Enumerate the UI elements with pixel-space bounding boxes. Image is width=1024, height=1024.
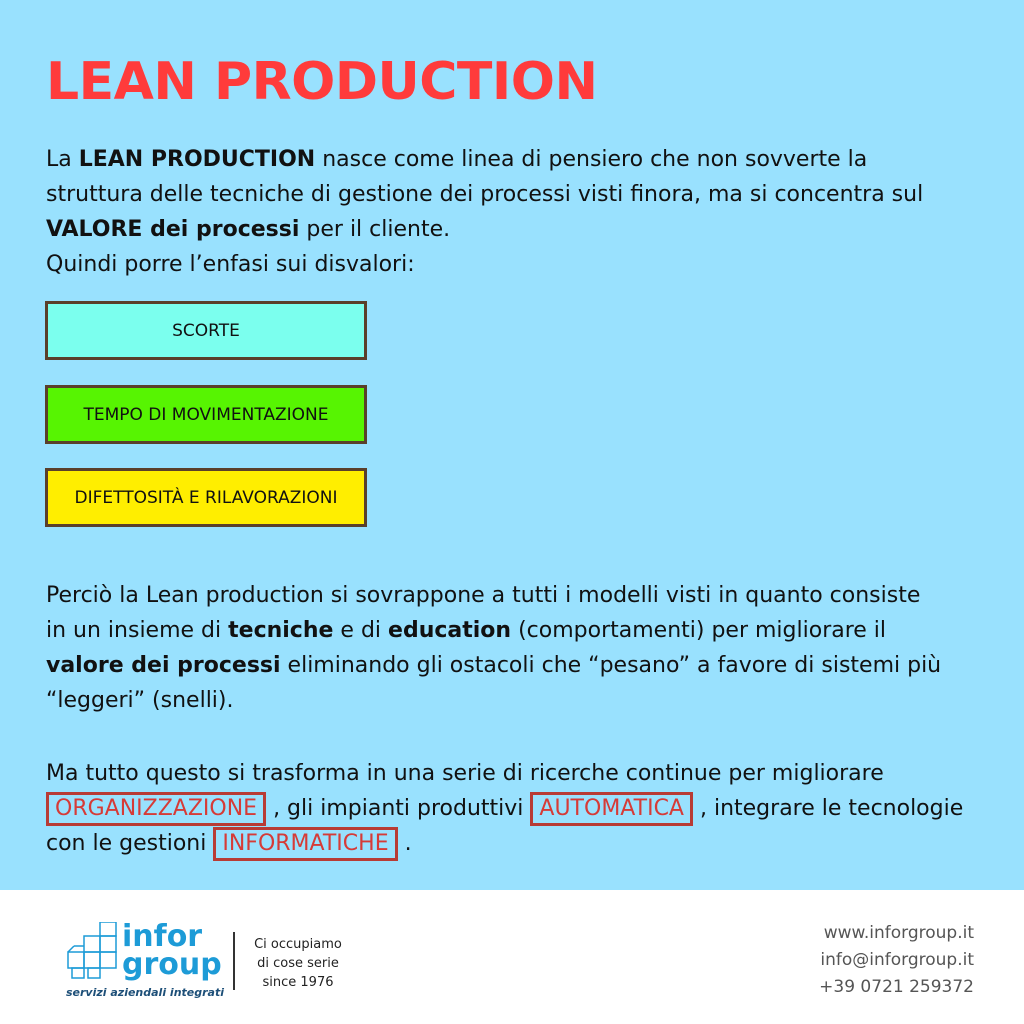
intro-text-1: La (46, 147, 79, 172)
para2-bold-education: education (388, 618, 512, 643)
paragraph-3 (46, 756, 986, 861)
para2-bold-valore: valore dei processi (46, 653, 281, 678)
highlight-organizzazione: ORGANIZZAZIONE (46, 792, 266, 826)
slogan-line-1: Ci occupiamo (254, 937, 342, 952)
box-tempo-movimentazione: TEMPO DI MOVIMENTAZIONE (45, 385, 367, 444)
intro-bold-1: LEAN PRODUCTION (78, 147, 316, 172)
logo-tagline: servizi aziendali integrati (66, 986, 225, 999)
intro-bold-2: VALORE dei processi (46, 217, 300, 242)
intro-text-2: nasce come linea di pensiero che non sovverte la struttura delle tecniche di gestione dei processi visti finora, ma si concentra sul (46, 147, 924, 207)
slogan-line-2: di cose serie (257, 956, 339, 971)
para2-text-2: e di (333, 618, 389, 643)
para2-text-1: Perciò la Lean production si sovrappone a tutti i modelli visti in quanto consiste in un insieme di (46, 583, 921, 643)
logo-word-infor: infor (122, 919, 203, 954)
intro-line-2: Quindi porre l’enfasi sui disvalori: (46, 252, 415, 277)
para3-text-2: , gli impianti produttivi (266, 796, 531, 821)
intro-text-3: per il cliente. (299, 217, 451, 242)
para2-text-3: (comportamenti) per migliorare il (511, 618, 887, 643)
email-link[interactable]: info@inforgroup.it (820, 950, 974, 970)
logo-divider (233, 932, 235, 990)
para3-text-1: Ma tutto questo si trasforma in una serie di ricerche continue per migliorare (46, 761, 884, 786)
cubes-logo-icon (66, 922, 128, 980)
highlight-informatiche: INFORMATICHE (213, 827, 397, 861)
paragraph-2 (46, 578, 946, 718)
para3-text-4: . (397, 831, 412, 856)
contacts (819, 920, 974, 1001)
page-title: LEAN PRODUCTION (46, 52, 598, 112)
website-link[interactable]: www.inforgroup.it (823, 923, 974, 943)
intro-paragraph (46, 142, 966, 282)
logo-word-group: group (122, 947, 222, 982)
slogan-line-3: since 1976 (262, 975, 334, 990)
para2-bold-tecniche: tecniche (228, 618, 334, 643)
slogan (238, 935, 358, 992)
box-difettosita: DIFETTOSITÀ E RILAVORAZIONI (45, 468, 367, 527)
phone-number[interactable]: +39 0721 259372 (819, 977, 974, 997)
para2-text-4: eliminando gli ostacoli che “pesano” a favore di sistemi più “leggeri” (snelli). (46, 653, 942, 713)
highlight-automatica: AUTOMATICA (530, 792, 693, 826)
para3-text-3: , integrare le tecnologie con le gestioni (46, 796, 964, 856)
inforgroup-logo[interactable] (66, 919, 226, 1000)
box-scorte: SCORTE (45, 301, 367, 360)
